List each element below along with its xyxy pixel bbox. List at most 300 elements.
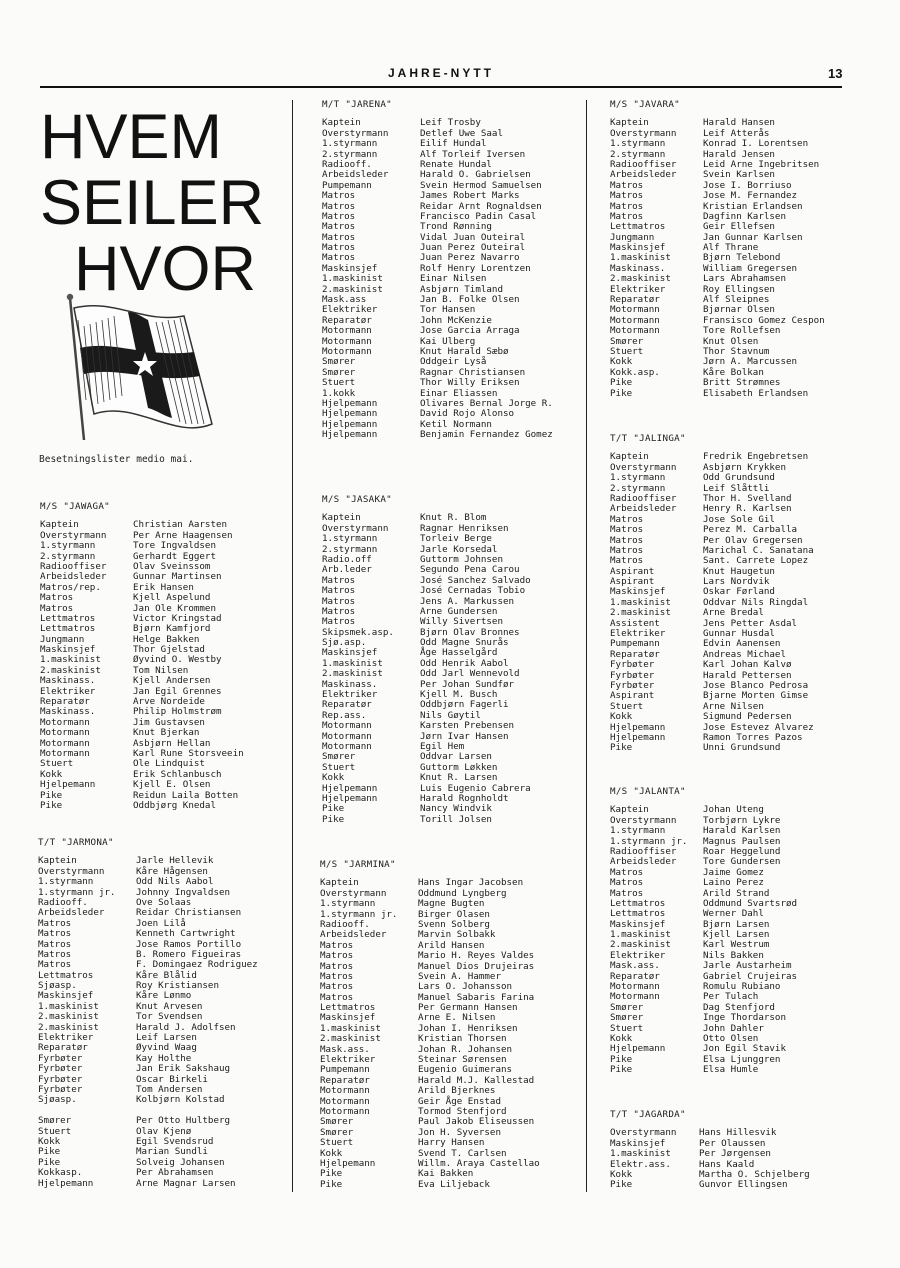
- crew-rank: Overstyrmann: [610, 462, 677, 473]
- crew-rank: Pike: [610, 1054, 633, 1065]
- crew-rank: Arbeidsleder: [38, 908, 105, 919]
- crew-rank: Motormann: [610, 315, 660, 326]
- crew-rank: Radiooffiser: [610, 493, 677, 504]
- crew-rank: Elektriker: [40, 686, 96, 697]
- crew-rank: Matros: [320, 951, 354, 962]
- crew-member-name: Egil Svendsrud: [136, 1135, 214, 1147]
- crew-member-name: Odd Jarl Wennevold: [420, 668, 520, 680]
- crew-member-name: Asbjørn Hellan: [133, 737, 211, 749]
- column-divider-1: [292, 100, 293, 1192]
- crew-rank: Motormann: [610, 326, 660, 337]
- crew-member-name: Magne Bugten: [418, 898, 485, 910]
- crew-rank: Stuert: [610, 1023, 644, 1034]
- crew-rank: 1.maskinist: [610, 253, 671, 264]
- crew-rank: Maskinsjef: [610, 919, 666, 930]
- crew-rank: Lettmatros: [610, 909, 666, 920]
- crew-rank: Radiooff.: [320, 919, 370, 930]
- crew-row: [610, 1180, 810, 1190]
- crew-member-name: Marichal C. Sanatana: [703, 544, 814, 556]
- crew-rank: Kaptein: [40, 520, 79, 531]
- crew-member-name: F. Domingaez Rodriguez: [136, 959, 258, 971]
- crew-member-name: Per Johan Sundfør: [420, 678, 515, 690]
- crew-member-name: Svein Karlsen: [703, 169, 775, 181]
- crew-member-name: Harald Rognholdt: [420, 792, 509, 804]
- crew-row: [320, 1180, 540, 1190]
- crew-row: [610, 525, 814, 535]
- crew-member-name: Svend T. Carlsen: [418, 1147, 507, 1159]
- ship-name: M/S "JALANTA": [610, 786, 686, 797]
- crew-rank: Matros: [38, 918, 72, 929]
- crew-member-name: Øyvind O. Westby: [133, 654, 222, 666]
- crew-member-name: Karsten Prebensen: [420, 720, 515, 732]
- crew-member-name: B. Romero Figueiras: [136, 948, 242, 960]
- crew-member-name: Bjørn Telebond: [703, 252, 781, 264]
- crew-member-name: Romulu Rubiano: [703, 981, 781, 993]
- crew-rank: Smører: [322, 752, 356, 763]
- crew-rank: Stuert: [610, 701, 644, 712]
- crew-rank: Stuert: [38, 1126, 72, 1137]
- crew-rank: Matros: [322, 253, 356, 264]
- crew-rank: Stuert: [322, 378, 356, 389]
- crew-rank: Matros: [322, 586, 356, 597]
- crew-rank: Matros: [322, 211, 356, 222]
- crew-rank: Aspirant: [610, 577, 655, 588]
- crew-rank: Maskinsjef: [322, 648, 378, 659]
- ship-name: M/S "JASAKA": [322, 494, 392, 505]
- crew-rank: Maskinsjef: [610, 1138, 666, 1149]
- crew-member-name: Egil Hem: [420, 741, 465, 752]
- crew-member-name: Per Arne Haagensen: [133, 529, 233, 541]
- ship-crew-list: [610, 1110, 810, 1191]
- crew-member-name: Andreas Michael: [703, 648, 786, 660]
- crew-member-name: Jørn Ivar Hansen: [420, 730, 509, 742]
- crew-member-name: Erik Hansen: [133, 581, 194, 593]
- crew-rank: Motormann: [320, 1096, 370, 1107]
- crew-row: [322, 586, 531, 596]
- crew-rank: Pike: [38, 1147, 61, 1158]
- crew-member-name: Jose Ramos Portillo: [136, 938, 242, 950]
- crew-member-name: Victor Kringstad: [133, 612, 222, 624]
- crew-rank: Matros: [610, 514, 644, 525]
- crew-rank: Pike: [320, 1169, 343, 1180]
- crew-rank: Reparatør: [610, 971, 660, 982]
- crew-member-name: Per Abrahamsen: [136, 1167, 214, 1179]
- crew-member-name: Fransisco Gomez Cespon: [703, 314, 825, 326]
- crew-member-name: Rolf Henry Lorentzen: [420, 262, 531, 274]
- crew-member-name: Leif Atterås: [703, 127, 770, 139]
- crew-member-name: Torbjørn Lykre: [703, 814, 781, 826]
- crew-rank: Aspirant: [610, 691, 655, 702]
- crew-rank: Kaptein: [38, 856, 77, 867]
- crew-rank: 1.styrmann: [38, 877, 94, 888]
- crew-rank: 2.maskinist: [610, 608, 671, 619]
- crew-member-name: Roar Heggelund: [703, 845, 781, 857]
- crew-rank: Reparatør: [322, 315, 372, 326]
- crew-member-name: Jose Blanco Pedrosa: [703, 680, 809, 691]
- crew-rank: Rep.ass.: [322, 710, 367, 721]
- crew-rank: Kaptein: [320, 878, 359, 889]
- crew-rank: Pike: [40, 790, 63, 801]
- crew-member-name: Kenneth Cartwright: [136, 928, 236, 940]
- crew-member-name: Kåre Lønmo: [136, 990, 192, 1002]
- crew-member-name: Lars Nordvik: [703, 576, 770, 588]
- crew-member-name: Francisco Padin Casal: [420, 210, 537, 222]
- crew-member-name: Johnny Ingvaldsen: [136, 886, 231, 898]
- crew-rank: Motormann: [322, 721, 372, 732]
- crew-member-name: Kjell E. Olsen: [133, 779, 211, 791]
- crew-member-name: Åge Hasselgård: [420, 647, 498, 659]
- crew-row: [610, 378, 825, 388]
- ship-name: M/T "JARENA": [322, 99, 392, 110]
- crew-rank: Mask.ass: [322, 295, 367, 306]
- crew-rank: Motormann: [322, 742, 372, 752]
- crew-member-name: Leif Slåttli: [703, 482, 770, 494]
- crew-rank: Pumpemann: [322, 180, 372, 191]
- crew-member-name: Jaime Gomez: [703, 866, 764, 878]
- crew-rank: Kokk.asp.: [610, 367, 660, 378]
- crew-rank: Reparatør: [322, 700, 372, 711]
- crew-rank: 2.styrmann: [40, 551, 96, 562]
- crew-row: [610, 712, 814, 722]
- crew-rank: Overstyrmann: [610, 128, 677, 139]
- crew-member-name: Kåre Bolkan: [703, 366, 764, 378]
- crew-rank: Sjø.asp.: [322, 638, 367, 649]
- crew-rank: Fyrbøter: [610, 681, 655, 691]
- crew-rank: 2.maskinist: [38, 1012, 99, 1023]
- crew-member-name: Geir Åge Enstad: [418, 1095, 501, 1107]
- magazine-title: JAHRE-NYTT: [388, 66, 495, 80]
- crew-rank: Overstyrmann: [610, 815, 677, 826]
- crew-rank: Elektriker: [320, 1055, 376, 1066]
- ship-crew-list: [610, 787, 797, 1076]
- crew-member-name: Svein Hermod Samuelsen: [420, 179, 542, 191]
- crew-member-name: Tore Ingvaldsen: [133, 540, 216, 552]
- crew-rank: Elektriker: [38, 1033, 94, 1044]
- crew-member-name: Johan R. Johansen: [418, 1043, 513, 1055]
- crew-member-name: Tore Gundersen: [703, 856, 781, 868]
- ship-crew-list: [40, 502, 244, 811]
- crew-rank: 1.maskinist: [610, 597, 671, 608]
- crew-rank: Kokk: [610, 712, 633, 723]
- crew-rank: Kokk: [322, 773, 345, 784]
- crew-member-name: Otto Olsen: [703, 1033, 759, 1044]
- crew-rank: Radiooffiser: [40, 561, 107, 572]
- crew-member-name: Kai Ulberg: [420, 335, 476, 347]
- headline-line-2: SEILER: [40, 168, 265, 238]
- crew-member-name: Olivares Bernal Jorge R.: [420, 397, 553, 409]
- crew-rank: Matros: [322, 191, 356, 202]
- crew-member-name: Jens A. Markussen: [420, 595, 515, 607]
- crew-rank: Matros: [610, 535, 644, 546]
- crew-member-name: Benjamin Fernandez Gomez: [420, 429, 553, 441]
- crew-rank: Matros: [322, 243, 356, 254]
- crew-rank: 1.maskinist: [322, 658, 383, 669]
- crew-member-name: Ramon Torres Pazos: [703, 731, 803, 743]
- crew-rank: Matros: [610, 191, 644, 202]
- crew-row: [40, 780, 244, 790]
- crew-row: [38, 1179, 258, 1189]
- crew-rank: Hjelpemann: [322, 793, 378, 804]
- crew-member-name: Oddbjørn Fagerli: [420, 699, 509, 711]
- crew-rank: Matros: [610, 556, 644, 567]
- crew-member-name: Oddmund Lyngberg: [418, 887, 507, 899]
- crew-member-name: Per Otto Hultberg: [136, 1115, 231, 1127]
- crew-member-name: Tormod Stenfjord: [418, 1106, 507, 1117]
- crew-rank: 2.maskinist: [322, 284, 383, 295]
- crew-member-name: William Gregersen: [703, 262, 798, 274]
- crew-rank: Stuert: [322, 762, 356, 773]
- crew-member-name: Jose I. Borriuso: [703, 179, 792, 191]
- crew-member-name: Oskar Førland: [703, 586, 775, 598]
- crew-rank: Overstyrmann: [40, 530, 107, 541]
- crew-member-name: Johan Uteng: [703, 804, 764, 816]
- crew-row: [610, 191, 825, 201]
- crew-rank: Maskinsjef: [610, 243, 666, 254]
- crew-member-name: Gerhardt Eggert: [133, 550, 216, 562]
- crew-rank: 2.styrmann: [610, 483, 666, 494]
- crew-member-name: José Sanchez Salvado: [420, 574, 531, 586]
- crew-rank: Matros: [322, 606, 356, 617]
- crew-rank: 1.styrmann: [40, 541, 96, 552]
- crew-member-name: Inge Thordarson: [703, 1012, 786, 1024]
- headline: [40, 102, 265, 304]
- crew-rank: Kaptein: [322, 118, 361, 129]
- crew-rank: Matros: [610, 525, 644, 536]
- crew-member-name: Juan Perez Navarro: [420, 252, 520, 264]
- crew-rank: Reparatør: [610, 649, 660, 660]
- crew-member-name: Detlef Uwe Saal: [420, 127, 503, 139]
- ship-name: M/S "JAVARA": [610, 99, 680, 110]
- crew-rank: Stuert: [610, 347, 644, 357]
- crew-rank: 2.styrmann: [610, 149, 666, 160]
- crew-rank: Hjelpemann: [40, 780, 96, 791]
- crew-row: [38, 1116, 258, 1126]
- crew-member-name: Edvin Aanensen: [703, 638, 781, 650]
- crew-rank: Arbeidsleder: [40, 572, 107, 583]
- crew-rank: Aspirant: [610, 566, 655, 577]
- crew-member-name: Hans Hillesvik: [699, 1127, 777, 1139]
- ship-crew-list: [322, 495, 531, 825]
- crew-member-name: Leid Arne Ingebritsen: [703, 158, 820, 170]
- crew-rank: Fyrbøter: [610, 670, 655, 681]
- crew-member-name: Arne E. Nilsen: [418, 1012, 496, 1024]
- crew-rank: Elektr.ass.: [610, 1159, 671, 1170]
- crew-member-name: Manuel Dios Drujeiras: [418, 960, 535, 972]
- crew-rank: Motormann: [610, 992, 660, 1003]
- crew-rank: Overstyrmann: [610, 1128, 677, 1139]
- crew-rank: Matros: [38, 929, 72, 940]
- crew-rank: Matros: [610, 211, 644, 222]
- crew-member-name: Kolbjørn Kolstad: [136, 1094, 225, 1106]
- crew-rank: 1.maskinist: [610, 1149, 671, 1160]
- crew-member-name: Alf Thrane: [703, 242, 759, 254]
- crew-member-name: Trond Rønning: [420, 221, 492, 233]
- crew-member-name: Jose Garcia Arraga: [420, 325, 520, 337]
- crew-rank: Radiooff.: [322, 159, 372, 170]
- crew-member-name: Jon H. Syversen: [418, 1126, 501, 1138]
- crew-member-name: Vidal Juan Outeiral: [420, 231, 526, 243]
- crew-member-name: Harry Hansen: [418, 1137, 485, 1149]
- crew-rank: Matros: [320, 940, 354, 951]
- crew-rank: Pike: [610, 1065, 633, 1076]
- crew-member-name: Arild Bjerknes: [418, 1085, 496, 1097]
- crew-rank: Smører: [320, 1117, 354, 1128]
- crew-rank: Kaptein: [610, 118, 649, 129]
- crew-member-name: Per Tulach: [703, 991, 759, 1003]
- crew-row: [610, 878, 797, 888]
- crew-rank: Fyrbøter: [38, 1064, 83, 1075]
- crew-member-name: Ketil Normann: [420, 418, 492, 430]
- crew-rank: Smører: [610, 1013, 644, 1024]
- crew-member-name: Roy Kristiansen: [136, 980, 219, 992]
- crew-rank: Radiooffiser: [610, 846, 677, 857]
- ship-crew-list: [610, 100, 825, 399]
- crew-rank: Motormann: [40, 717, 90, 728]
- crew-member-name: Bjarne Morten Gimse: [703, 690, 809, 702]
- crew-member-name: Tom Nilsen: [133, 664, 189, 676]
- crew-rank: Matros: [40, 603, 74, 614]
- crew-rank: Overstyrmann: [322, 128, 389, 139]
- crew-rank: Pumpemann: [610, 639, 660, 650]
- crew-rank: Pike: [322, 814, 345, 825]
- crew-rank: Stuert: [320, 1138, 354, 1149]
- crew-member-name: Oddmund Svartsrød: [703, 897, 798, 909]
- ship-name: M/S "JARMINA": [320, 859, 396, 870]
- ship-name: T/T "JAGARDA": [610, 1109, 686, 1120]
- crew-rank: Pumpemann: [320, 1065, 370, 1076]
- crew-rank: Skipsmek.asp.: [322, 627, 394, 638]
- crew-member-name: Bjørnar Olsen: [703, 304, 775, 316]
- crew-member-name: Eilif Hundal: [420, 138, 487, 150]
- crew-member-name: Arne Nilsen: [703, 700, 764, 712]
- crew-member-name: Jose M. Fernandez: [703, 190, 798, 202]
- ship-crew-list: [320, 860, 540, 1190]
- crew-rank: Maskinass.: [610, 263, 666, 274]
- crew-member-name: Manuel Sabaris Farina: [418, 991, 535, 1003]
- crew-member-name: Dag Stenfjord: [703, 1001, 775, 1013]
- crew-row: [40, 593, 244, 603]
- crew-row: [320, 1138, 540, 1148]
- crew-member-name: Olav Kjenø: [136, 1125, 192, 1137]
- crew-member-name: Konrad I. Lorentsen: [703, 138, 809, 150]
- crew-rank: Matros: [610, 867, 644, 878]
- crew-member-name: Tor Hansen: [420, 304, 476, 316]
- crew-rank: Hjelpemann: [610, 732, 666, 743]
- crew-member-name: Einar Eliassen: [420, 387, 498, 399]
- crew-rank: Maskinsjef: [320, 1013, 376, 1024]
- company-flag-icon: [44, 290, 224, 450]
- crew-member-name: Odd Grundsund: [703, 472, 775, 484]
- crew-rank: Maskinass.: [40, 707, 96, 718]
- crew-rank: Lettmatros: [610, 898, 666, 909]
- crew-rank: Pike: [610, 378, 633, 389]
- crew-member-name: Christian Aarsten: [133, 519, 228, 531]
- crew-rank: Maskinsjef: [610, 587, 666, 598]
- crew-rank: Reparatør: [610, 295, 660, 306]
- crew-member-name: Nancy Windvik: [420, 803, 492, 815]
- crew-member-name: Sigmund Pedersen: [703, 711, 792, 723]
- crew-rank: Matros: [322, 201, 356, 212]
- crew-rank: Motormann: [610, 982, 660, 993]
- crew-rank: Maskinsjef: [38, 991, 94, 1002]
- crew-member-name: Harald Pettersen: [703, 669, 792, 681]
- crew-rank: 1.styrmann: [320, 899, 376, 910]
- ship-crew-list: [322, 100, 553, 441]
- crew-rank: Reparatør: [320, 1075, 370, 1086]
- crew-row: [610, 1065, 797, 1075]
- crew-rank: Motormann: [322, 731, 372, 742]
- crew-rank: Arbeidsleder: [320, 930, 387, 941]
- crew-member-name: Kristian Thorsen: [418, 1033, 507, 1045]
- crew-member-name: Hans Kaald: [699, 1158, 755, 1170]
- crew-member-name: Jan B. Folke Olsen: [420, 294, 520, 306]
- crew-rank: Matros: [322, 222, 356, 233]
- crew-rank: Smører: [322, 367, 356, 378]
- crew-row: [610, 389, 825, 399]
- ship-name: T/T "JARMONA": [38, 837, 114, 848]
- crew-rank: Mask.ass.: [320, 1044, 370, 1055]
- crew-rank: Matros: [320, 961, 354, 972]
- crew-rank: Pike: [610, 743, 633, 754]
- crew-rank: Pike: [322, 804, 345, 815]
- crew-rank: Matros: [322, 232, 356, 243]
- crew-row: [38, 929, 258, 939]
- crew-member-name: Nils Bakken: [703, 949, 764, 961]
- crew-rank: [38, 1106, 136, 1116]
- crew-member-name: Philip Holmstrøm: [133, 706, 222, 718]
- crew-member-name: Joen Lilå: [136, 917, 186, 929]
- crew-member-name: Oddvar Nils Ringdal: [703, 596, 809, 608]
- crew-member-name: Odd Magne Snurås: [420, 637, 509, 649]
- crew-rank: Overstyrmann: [38, 866, 105, 877]
- crew-member-name: Jens Petter Asdal: [703, 617, 798, 629]
- crew-rank: Reparatør: [38, 1043, 88, 1054]
- crew-member-name: Odd Nils Aabol: [136, 876, 214, 888]
- crew-rank: Matros: [610, 878, 644, 889]
- crew-rank: Matros: [610, 888, 644, 899]
- crew-member-name: Reidar Arnt Rognaldsen: [420, 200, 542, 212]
- crew-rank: Lettmatros: [40, 624, 96, 635]
- crew-rank: 1.maskinist: [322, 274, 383, 285]
- crew-rank: Arbeidsleder: [610, 857, 677, 868]
- crew-member-name: Per Olav Gregersen: [703, 534, 803, 546]
- crew-rank: Motormann: [40, 738, 90, 749]
- crew-rank: Maskinsjef: [40, 645, 96, 656]
- crew-rank: 1.styrmann jr.: [320, 909, 398, 920]
- crew-member-name: Oddbjørg Knedal: [133, 799, 216, 811]
- crew-member-name: Ove Solaas: [136, 896, 192, 908]
- crew-rank: Matros: [320, 982, 354, 993]
- ship-name: M/S "JAWAGA": [40, 501, 110, 512]
- crew-member-name: Harald Jensen: [703, 148, 775, 160]
- ship-crew-list: [38, 838, 258, 1189]
- crew-rank: Matros: [38, 939, 72, 950]
- crew-rank: 2.maskinist: [38, 1022, 99, 1033]
- crew-member-name: Leif Larsen: [136, 1032, 197, 1044]
- crew-member-name: Elsa Ljunggren: [703, 1053, 781, 1065]
- header-rule: [40, 86, 842, 88]
- crew-row: [322, 378, 553, 388]
- crew-rank: Matros: [320, 971, 354, 982]
- crew-rank: Fyrbøter: [38, 1053, 83, 1064]
- crew-row: [322, 815, 531, 825]
- crew-member-name: Harald O. Gabrielsen: [420, 169, 531, 181]
- crew-rank: 2.maskinist: [320, 1034, 381, 1045]
- crew-member-name: Ragnar Christiansen: [420, 366, 526, 378]
- crew-rank: Matros: [38, 949, 72, 960]
- crew-rank: 1.maskinist: [610, 930, 671, 941]
- crew-row: [322, 430, 553, 440]
